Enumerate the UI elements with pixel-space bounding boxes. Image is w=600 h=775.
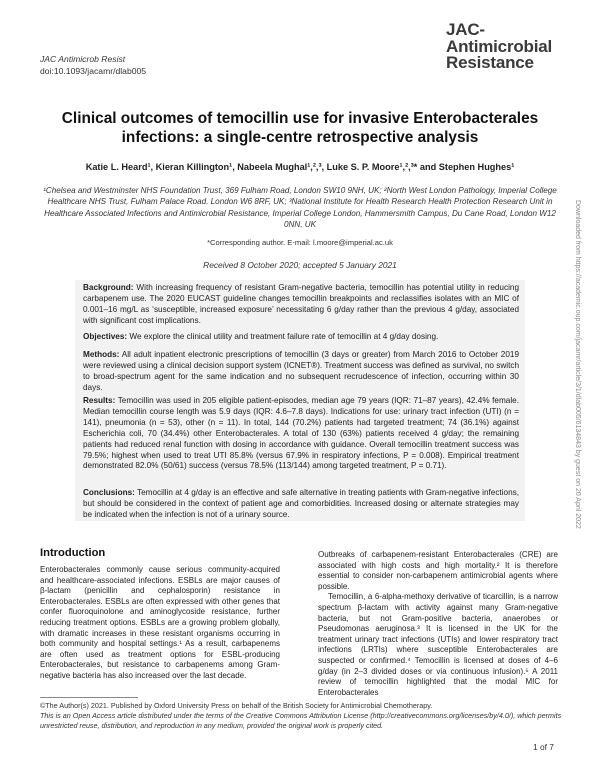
intro-paragraph: Temocillin, a 6-alpha-methoxy derivative of ticarcillin, is a narrow spectrum β-lactam with activity against many Gram-negative bacteria, but not Gram-positive bacteria, anaerobes or Pseudomonas aeruginosa.³ It is licensed in the UK for the treatment urinary tract infections (UTIs) and lower respiratory tract infections (LRTIs) where susceptible Enterobacterales are suspected or confirmed.⁴ Temocillin is licensed at doses of 4–6 g/day (in 2–3 divided doses or via continuous infusion).⁵ A 2011 review of temocillin highlighted that the modal MIC for Enterobacterales [318,592,558,697]
brand-line-1: JAC- [446,20,485,39]
intro-right-column [318,550,558,698]
section-heading-introduction: Introduction [40,547,106,559]
abstract-methods: Methods: All adult inpatient electronic prescriptions of temocillin (3 days or greater) from March 2016 to October 2019 were reviewed using a clinical decision support system (ICNET®). Treatment success was defined as survival, no switch to broad-spectrum agent for the same indication and no subsequent recrudescence of infection, occurring within 30 days. [83,350,519,392]
abstract-conclusions: Conclusions: Temocillin at 4 g/day is an effective and safe alternative in treating patients with Gram-negative infections, but should be considered in the context of patient age and comorbidities. Increased dosing or alternate strategies may be indicated when the infection is not of a urinary source. [83,488,519,519]
page-number: 1 of 7 [533,742,554,752]
label-methods: Methods: [83,350,120,359]
intro-paragraph: Outbreaks of carbapenem-resistant Enterobacterales (CRE) are associated with high costs and high mortality.² It is therefore essential to consider non-carbapenem antimicrobial agents where possible. [318,550,558,591]
label-conclusions: Conclusions: [83,488,135,497]
article-title: Clinical outcomes of temocillin use for invasive Enterobacterales infections: a single-centre retrospective analysis [61,110,539,146]
label-background: Background: [83,283,134,292]
license-line: This is an Open Access article distributed under the terms of the Creative Commons Attribution License (http://creativecommons.org/licenses/by/4.0/), which permits unrestricted reuse, distribution, and reproduction in any medium, provided the original work is properly cited. [40,711,562,730]
abstract-results: Results: Temocillin was used in 205 eligible patient-episodes, median age 79 years (IQR: 71–87 years), 42.4% female. Median temocillin course length was 5.9 days (IQR: 4.6–7.8 days). Indications for use: urinary tract infection (UTI) (n = 141), pneumonia (n = 53), other (n = 11). In total, 144 (70.2%) patients had targeted treatment; 74 (36.1%) against Escherichia coli, 70 (34.4%) other Enterobacterales. A total of 130 (63%) patients received 4 g/day; the remaining patients had reduced renal function with dosing in accordance with guidance. Overall temocillin treatment success was 79.5%; highest when used to treat UTI 85.8% (versus 67.9% in respiratory infections, P = 0.008). Empirical treatment demonstrated 82.0% (50/61) success (versus 78.5% (113/144) among targeted treatment, P = 0.71). [83,396,519,471]
footnote-divider [40,697,138,698]
copyright-footer [40,701,565,731]
intro-paragraph: Enterobacterales commonly cause serious community-acquired and healthcare-associated infections. ESBLs are major causes of β-lactam (penicillin and cephalosporin) resistance in Enterobacterales. ESBLs are often expressed with other genes that confer fluoroquinolone and aminoglycoside resistance, further reducing treatment options. ESBLs are a growing problem globally, with dramatic increases in these resistant organisms occurring in both community and hospital settings.¹ As a result, carbapenems are often used as treatment options for ESBL-producing Enterobacterales, but resistance to carbapenems among Gram-negative bacteria has also increased over the last decade. [40,565,280,680]
label-objectives: Objectives: [83,332,128,341]
brand-line-3: Resistance [446,53,534,72]
received-dates: Received 8 October 2020; accepted 5 January 2021 [203,260,397,270]
download-sidebar [573,200,583,600]
journal-brand [446,22,552,72]
abstract-objectives: Objectives: We explore the clinical utility and treatment failure rate of temocillin at 4 g/day dosing. [83,332,439,341]
intro-left-column [40,565,280,682]
journal-citation [40,53,146,77]
doi[interactable]: doi:10.1093/jacamr/dlab005 [40,66,147,76]
corresponding-author: *Corresponding author. E-mail: l.moore@imperial.ac.uk [207,238,393,247]
author-list: Katie L. Heard¹, Kieran Killington¹, Nabeela Mughal¹,²,³, Luke S. P. Moore¹,²,³* and Stephen Hughes¹ [85,162,515,172]
journal-name: JAC Antimicrob Resist [40,54,126,64]
label-results: Results: [83,396,116,405]
brand-line-2: Antimicrobial [446,36,553,56]
abstract-background: Background: With increasing frequency of resistant Gram-negative bacteria, temocillin has potential utility in reducing carbapenem use. The 2020 EUCAST guideline changes temocillin breakpoints and reclassifies isolates with an MIC of 0.001–16 mg/L as ‘susceptible, increased exposure’ necessitating 6 g/day rather than the previous 4 g/day, associated with significant cost implications. [83,283,519,325]
download-note: Downloaded from https://academic.oup.com/jacamr/article/3/1/dlab005/6134843 by guest on 20 April 2022 [574,200,581,529]
affiliations: ¹Chelsea and Westminster NHS Foundation Trust, 369 Fulham Road, London SW10 9NH, UK; ²North West London Pathology, Imperial College Healthcare NHS Trust, Fulham Palace Road. London W6 8RF, UK; ³National Institute for Health Research Health Protection Research Unit in Healthcare Associated Infections and Antimicrobial Resistance, Imperial College London, Hammersmith Campus, Du Cane Road, London W12 0NN, UK [43,186,557,230]
copyright-line: ©The Author(s) 2021. Published by Oxford University Press on behalf of the British Society for Antimicrobial Chemotherapy. [40,701,433,710]
